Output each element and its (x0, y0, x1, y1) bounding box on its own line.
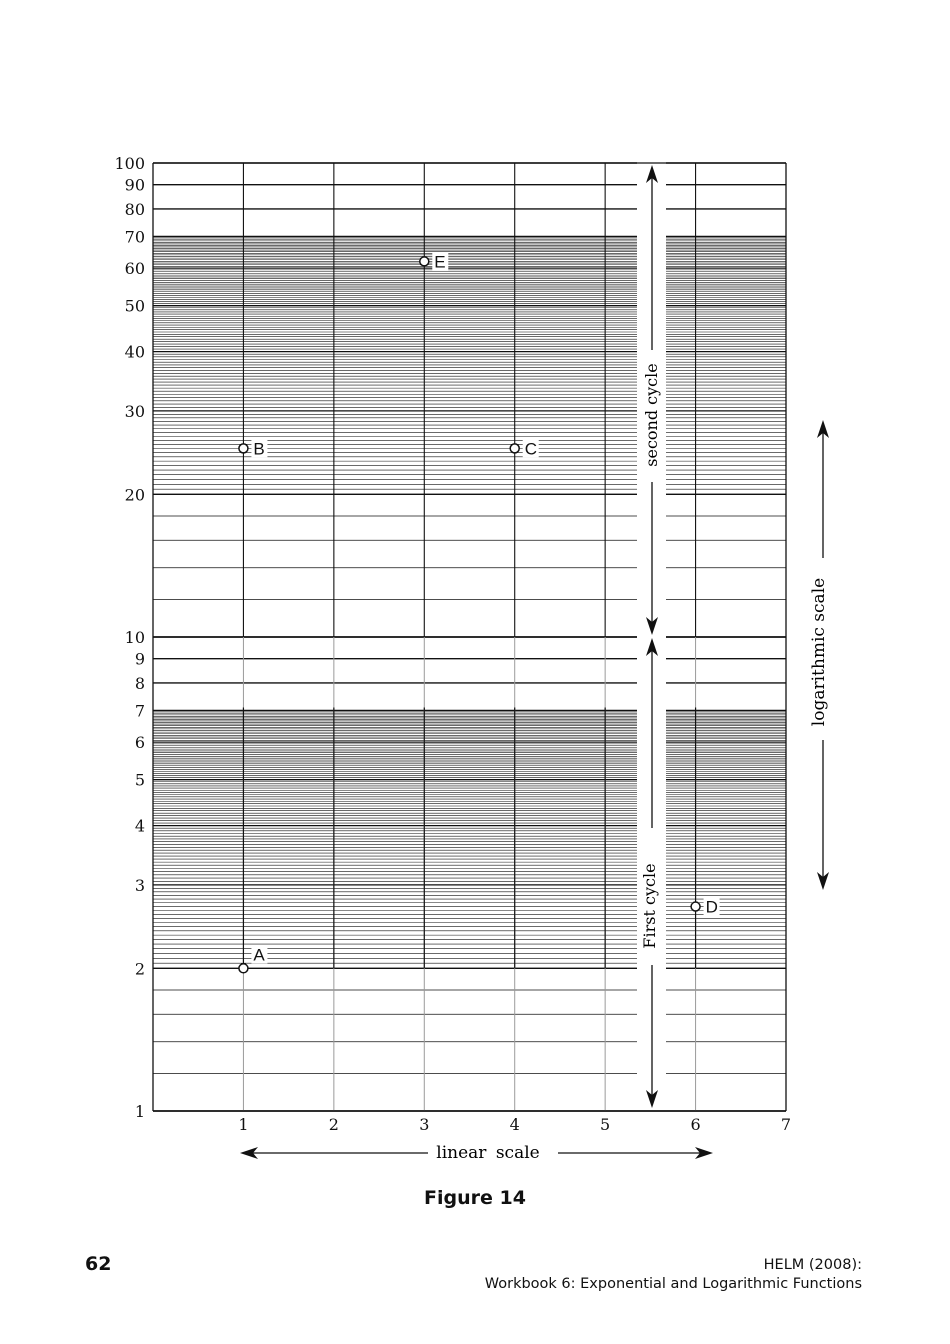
data-point-label-c: C (524, 439, 537, 459)
y-tick-label: 9 (134, 649, 145, 669)
y-tick-label: 70 (124, 227, 145, 247)
x-tick-label: 4 (509, 1115, 520, 1134)
y-tick-label: 60 (124, 259, 145, 279)
data-point-b (239, 444, 248, 453)
x-axis-label: linear scale (436, 1143, 540, 1163)
y-tick-label: 10 (124, 628, 145, 647)
y-tick-label: 6 (134, 733, 145, 753)
data-point-label-b: B (253, 439, 265, 459)
page-number: 62 (85, 1253, 112, 1275)
y-tick-label: 8 (134, 673, 145, 693)
data-point-d (691, 902, 700, 911)
y-tick-label: 5 (134, 770, 145, 790)
y-tick-label: 20 (124, 485, 145, 505)
data-point-label-d: D (705, 897, 718, 917)
y-tick-label: 4 (134, 816, 145, 836)
x-tick-labels (238, 1115, 791, 1134)
y-tick-label: 90 (124, 175, 145, 195)
data-point-a (239, 964, 248, 973)
x-tick-label: 7 (780, 1115, 792, 1134)
y-tick-label: 50 (124, 296, 145, 316)
y-tick-label: 40 (124, 342, 145, 362)
y-tick-label: 1 (134, 1102, 145, 1121)
x-tick-label: 6 (690, 1115, 701, 1134)
data-point-label-a: A (253, 945, 265, 965)
y-tick-label: 100 (114, 154, 145, 173)
y-tick-labels (114, 154, 145, 1121)
y-tick-label: 3 (134, 875, 145, 895)
footer-line-2: Workbook 6: Exponential and Logarithmic Functions (484, 1276, 862, 1292)
y-tick-label: 7 (134, 701, 145, 721)
axis-annotations (436, 363, 829, 1163)
x-tick-label: 5 (600, 1115, 611, 1134)
footer-citation (485, 1256, 862, 1294)
y-tick-label: 2 (134, 959, 145, 979)
first-cycle-label: First cycle (640, 863, 659, 949)
y-axis-label: logarithmic scale (809, 577, 829, 727)
figure-caption: Figure 14 (424, 1187, 526, 1209)
y-tick-label: 30 (124, 401, 145, 421)
second-cycle-label: second cycle (642, 363, 661, 467)
data-point-e (420, 257, 429, 266)
x-tick-label: 1 (238, 1115, 249, 1134)
y-tick-label: 80 (124, 199, 145, 219)
x-tick-label: 2 (328, 1115, 339, 1134)
data-point-label-e: E (434, 252, 446, 272)
footer-line-1: HELM (2008): (763, 1257, 862, 1273)
data-point-c (510, 444, 519, 453)
x-tick-label: 3 (419, 1115, 430, 1134)
